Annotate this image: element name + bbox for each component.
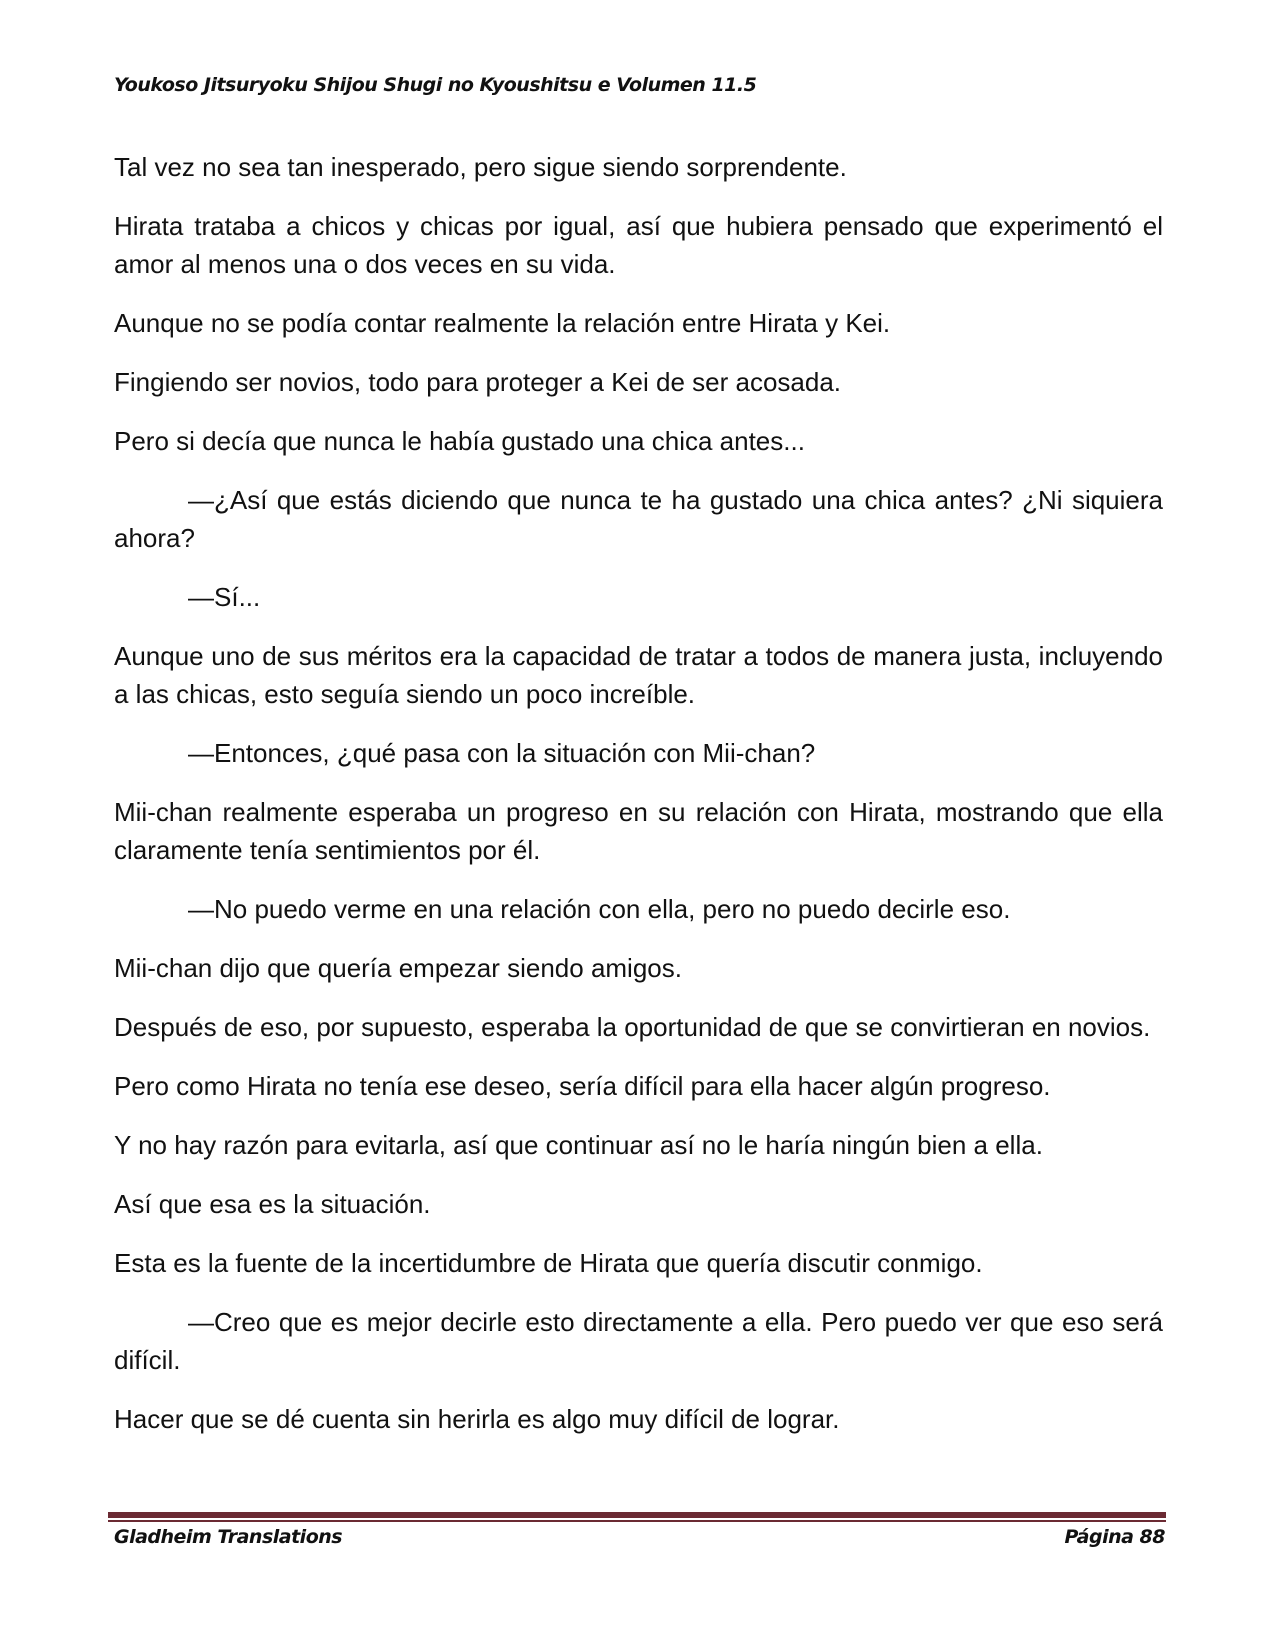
paragraph: Esta es la fuente de la incertidumbre de Hirata que quería discutir conmigo. xyxy=(114,1248,983,1278)
footer-rule-thick xyxy=(108,1512,1166,1518)
paragraph: Así que esa es la situación. xyxy=(114,1189,431,1219)
running-header: Youkoso Jitsuryoku Shijou Shugi no Kyoushitsu e Volumen 11.5 xyxy=(114,74,757,96)
paragraph: Pero si decía que nunca le había gustado una chica antes... xyxy=(114,426,805,456)
paragraph: Mii-chan dijo que quería empezar siendo amigos. xyxy=(114,953,682,983)
dialogue-paragraph: —No puedo verme en una relación con ella, pero no puedo decirle eso. xyxy=(188,894,1011,924)
body-text xyxy=(114,148,1163,1459)
paragraph: Mii-chan realmente esperaba un progreso en su relación con Hirata, mostrando que ella claramente tenía sentimientos por él. xyxy=(114,797,1163,865)
dialogue-paragraph: —Entonces, ¿qué pasa con la situación con Mii-chan? xyxy=(188,738,816,768)
paragraph: Fingiendo ser novios, todo para proteger a Kei de ser acosada. xyxy=(114,367,842,397)
paragraph: Y no hay razón para evitarla, así que continuar así no le haría ningún bien a ella. xyxy=(114,1130,1043,1160)
paragraph: Pero como Hirata no tenía ese deseo, sería difícil para ella hacer algún progreso. xyxy=(114,1071,1051,1101)
page-number: Página 88 xyxy=(1064,1526,1165,1548)
paragraph: Después de eso, por supuesto, esperaba la oportunidad de que se convirtieran en novios. xyxy=(114,1012,1151,1042)
paragraph: Hacer que se dé cuenta sin herirla es algo muy difícil de lograr. xyxy=(114,1404,840,1434)
paragraph: Tal vez no sea tan inesperado, pero sigue siendo sorprendente. xyxy=(114,152,847,182)
paragraph: Aunque uno de sus méritos era la capacidad de tratar a todos de manera justa, incluyendo a las chicas, esto seguía siendo un poco increíble. xyxy=(114,641,1163,709)
paragraph: Aunque no se podía contar realmente la relación entre Hirata y Kei. xyxy=(114,308,891,338)
paragraph: Hirata trataba a chicos y chicas por igual, así que hubiera pensado que experimentó el amor al menos una o dos veces en su vida. xyxy=(114,211,1163,279)
dialogue-paragraph: —Creo que es mejor decirle esto directamente a ella. Pero puedo ver que eso será difícil. xyxy=(114,1307,1163,1375)
dialogue-paragraph: —Sí... xyxy=(188,582,261,612)
dialogue-paragraph: —¿Así que estás diciendo que nunca te ha gustado una chica antes? ¿Ni siquiera ahora? xyxy=(114,485,1163,553)
footer-translator: Gladheim Translations xyxy=(114,1526,343,1548)
footer-rule-thin xyxy=(108,1520,1166,1522)
